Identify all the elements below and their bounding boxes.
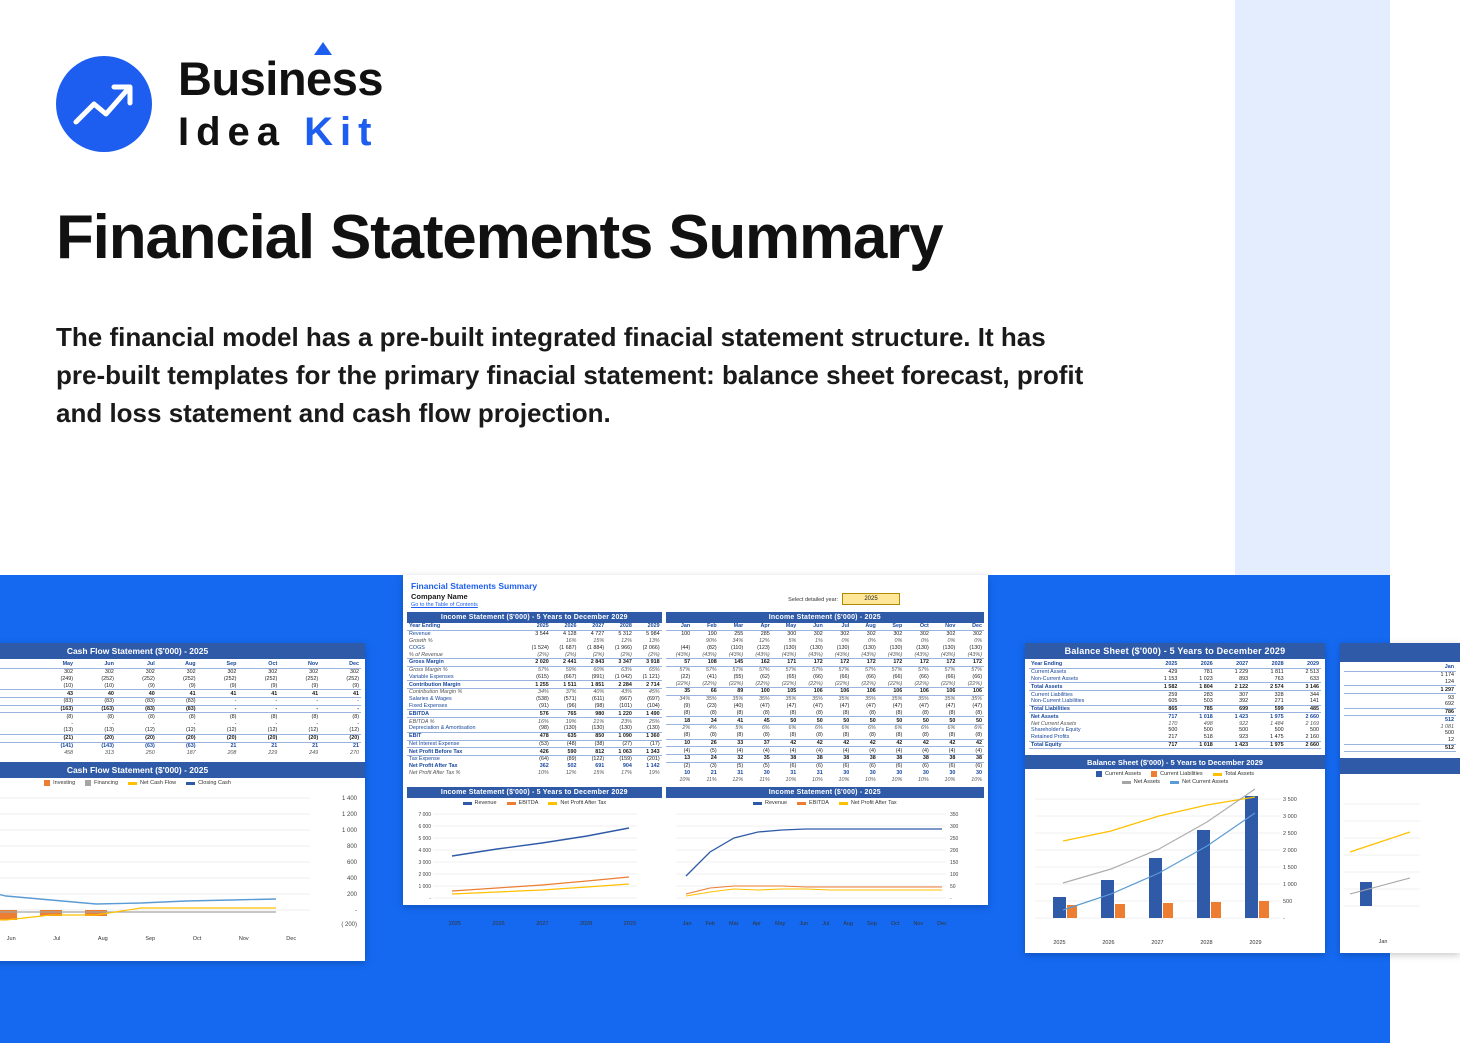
income-statement-monthly-title: Income Statement ($'000) - 2025 — [666, 612, 984, 623]
svg-text:3 500: 3 500 — [1283, 797, 1297, 804]
svg-text:1 400: 1 400 — [341, 796, 357, 803]
svg-text:600: 600 — [346, 860, 357, 867]
table-row: Net Profit After Tax % 10% 12% 15% 17% 19% — [409, 770, 660, 777]
table-row: Shareholder's Equity 500 500 500 500 500 — [1031, 727, 1319, 734]
table-row: Net Profit After Tax 362 502 691 904 1 142 — [409, 763, 660, 770]
table-row: (249) (252) (252) (252) (252) (252) (252) (252) — [60, 675, 359, 682]
table-row: (44) (82) (110) (123) (130) (130) (130) (130) (130) (130) (130) (130) — [680, 644, 982, 651]
table-row: Growth % 16% 15% 12% 13% — [409, 637, 660, 644]
table-row: 500 — [1445, 730, 1454, 737]
cash-flow-chart-xaxis: Jun Jul Aug Sep Oct Nov Dec — [6, 936, 297, 943]
income-monthly-chart-legend: Revenue EBITDA Net Profit After Tax — [666, 798, 984, 806]
income-monthly-chart-xaxis: Jan Feb Mar Apr May Jun Jul Aug Sep Oct Nov Dec — [682, 921, 947, 928]
cash-flow-table — [0, 661, 361, 756]
brand-logo — [56, 52, 383, 154]
table-row: (9) (23) (40) (47) (47) (47) (47) (47) (47) (47) (47) (47) — [683, 702, 982, 709]
cash-flow-chart-title: Cash Flow Statement ($'000) - 2025 — [0, 762, 365, 778]
table-row: (8) (8) (8) (8) (8) (8) (8) (8) (8) (8) (8) (8) — [683, 732, 982, 739]
table-row: Non-Current Assets 1 153 1 023 893 763 633 — [1031, 675, 1319, 682]
brand-idea-text: Idea — [178, 110, 287, 154]
table-row: (163) (163) (83) (83) - - - - — [0, 705, 361, 713]
svg-text:1 000: 1 000 — [341, 828, 357, 835]
table-row: 35 66 89 100 105 106 106 106 106 106 106 106 — [666, 688, 984, 696]
balance-sheet-monthly-chart — [1340, 774, 1460, 939]
svg-text:2 000: 2 000 — [418, 872, 431, 879]
svg-text:4 000: 4 000 — [418, 848, 431, 855]
svg-text:50: 50 — [949, 884, 956, 891]
summary-title: Financial Statements Summary — [411, 581, 538, 591]
table-row: (8) (8) (8) (8) (8) (8) (8) (8) — [66, 713, 359, 720]
table-row: (2) (3) (5) (5) (6) (6) (6) (6) (6) (6) (6) (6) — [683, 763, 982, 770]
table-row: 302 302 302 302 302 302 302 302 — [64, 669, 359, 676]
brand-kit-text: Kit — [304, 110, 379, 154]
table-row: Revenue 3 544 4 128 4 727 5 312 5 984 — [409, 631, 660, 638]
svg-text:150: 150 — [949, 860, 959, 867]
table-row: 43 40 40 41 41 41 41 41 — [0, 690, 361, 698]
table-row: - - - - - - - - — [71, 720, 359, 727]
brand-name-line2 — [178, 112, 383, 152]
brand-name-text: Business — [178, 52, 383, 105]
income-5y-chart-title: Income Statement ($'000) - 5 Years to December 2029 — [407, 787, 662, 798]
balance-sheet-monthly-xaxis: Jan — [1378, 939, 1388, 946]
table-row: Net Profit Before Tax 426 590 812 1 063 1 343 — [409, 748, 660, 755]
table-row: 18 34 41 45 50 50 50 50 50 50 50 50 — [666, 717, 984, 725]
table-row: Contribution Margin % 34% 37% 40% 43% 45% — [409, 689, 660, 696]
table-row: % of Revenue (2%) (2%) (2%) (2%) (2%) — [409, 651, 660, 658]
table-row: Total Liabilities 865 785 699 599 485 — [1031, 706, 1319, 713]
table-row: Current Assets 429 781 1 229 1 811 2 513 — [1031, 669, 1319, 676]
table-row: Fixed Expenses (91) (96) (98) (101) (104) — [409, 702, 660, 709]
svg-text:2 500: 2 500 — [1283, 831, 1297, 838]
svg-text:200: 200 — [346, 892, 357, 899]
table-header-row: Year Ending 2025 2026 2027 2028 2029 — [409, 623, 660, 630]
table-row: Gross Margin 2 020 2 441 2 843 3 347 3 918 — [409, 659, 660, 666]
table-of-contents-link[interactable]: Go to the Table of Contents — [411, 602, 478, 608]
svg-text:1 000: 1 000 — [418, 884, 431, 891]
summary-company-name: Company Name — [411, 592, 468, 601]
table-row: Current Liabilities 259 283 307 328 344 — [1031, 691, 1319, 698]
income-statement-5y-table — [407, 623, 662, 776]
balance-sheet-monthly-preview[interactable] — [1340, 643, 1460, 953]
table-row: (43%) (43%) (43%) (43%) (43%) (43%) (43%) (43%) (43%) (43%) (43%) (43%) — [675, 651, 982, 658]
table-row: (141) (143) (63) (63) 21 21 21 21 — [60, 742, 359, 749]
svg-text:250: 250 — [949, 836, 959, 843]
balance-sheet-chart — [1025, 785, 1325, 940]
income-monthly-chart — [666, 806, 984, 921]
table-header-row: May Jun Jul Aug Sep Oct Nov Dec — [0, 661, 361, 668]
legend-label: Net Cash Flow — [140, 780, 177, 787]
balance-sheet-table — [1029, 661, 1321, 749]
cash-flow-chart-legend — [0, 778, 365, 786]
balance-sheet-table-title: Balance Sheet ($'000) - 5 Years to December 2029 — [1025, 643, 1325, 659]
table-row: Contribution Margin 1 255 1 511 1 851 2 284 2 714 — [409, 681, 660, 688]
cash-flow-sheet-preview[interactable] — [0, 643, 365, 961]
table-row: Salaries & Wages (538) (571) (611) (667) (697) — [409, 696, 660, 703]
svg-text:-: - — [949, 896, 952, 903]
svg-text:-: - — [355, 908, 357, 915]
svg-text:500: 500 — [1283, 899, 1293, 906]
svg-text:( 200): ( 200) — [341, 922, 357, 929]
table-header-row: Year Ending 2025 2026 2027 2028 2029 — [1031, 661, 1319, 668]
table-row: 512 — [1445, 716, 1454, 723]
svg-text:-: - — [429, 896, 431, 903]
table-row: (10) (10) (9) (9) (9) (9) (9) (9) — [63, 682, 359, 689]
svg-text:7 000: 7 000 — [418, 812, 431, 819]
table-row: Net Current Assets 170 498 922 1 484 2 169 — [1031, 720, 1319, 727]
balance-sheet-chart-title: Balance Sheet ($'000) - 5 Years to December 2029 — [1025, 755, 1325, 769]
year-selector-label: Select detailed year: — [788, 597, 838, 603]
table-row: 57 108 145 162 171 172 172 172 172 172 172 172 — [666, 658, 984, 666]
table-row: 2% 4% 5% 6% 6% 6% 6% 6% 6% 6% 6% 6% — [682, 725, 982, 732]
table-row: (22%) (22%) (22%) (22%) (22%) (22%) (22%) (22%) (22%) (22%) (22%) (22%) — [675, 680, 982, 687]
table-row: 34% 35% 35% 35% 35% 35% 35% 35% 35% 35% 35% 35% — [679, 696, 982, 703]
table-row: (13) (13) (12) (12) (12) (12) (12) (12) — [63, 727, 359, 734]
upward-trend-arrow-icon — [56, 56, 152, 152]
balance-sheet-chart-legend: Current Assets Current Liabilities Total Assets — [1025, 769, 1325, 777]
table-row: (21) (20) (20) (20) (20) (20) (20) (20) — [0, 734, 361, 742]
table-row: 93 — [1448, 694, 1454, 701]
table-row: 12 — [1448, 737, 1454, 744]
svg-text:-: - — [1283, 916, 1285, 923]
table-row: 512 — [1344, 744, 1456, 752]
table-row: Variable Expenses (615) (667) (991) (1 042) (1 121) — [409, 673, 660, 680]
page-description: The financial model has a pre-built integrated finacial statement structure. It has pre-built templates for the primary finacial statement: balance sheet forecast, profit and loss statement and cash flow projection. — [56, 322, 1084, 429]
svg-text:400: 400 — [346, 876, 357, 883]
income-5y-chart-legend: Revenue EBITDA Net Profit After Tax — [407, 798, 662, 806]
legend-label: Closing Cash — [198, 780, 231, 787]
brand-caret-accent — [314, 42, 332, 55]
svg-text:300: 300 — [949, 824, 959, 831]
table-header-row: Jan — [1344, 664, 1456, 671]
table-row: (8) (8) (8) (8) (8) (8) (8) (8) (8) (8) (8) (8) — [683, 709, 982, 716]
table-row: Total Assets 1 582 1 804 2 122 2 574 3 146 — [1031, 683, 1319, 690]
table-row: EBIT 478 635 850 1 090 1 360 — [409, 733, 660, 740]
legend-label: Financing — [94, 780, 119, 787]
table-row: 1 081 — [1440, 723, 1454, 730]
svg-text:350: 350 — [949, 812, 959, 819]
balance-sheet-preview[interactable] — [1025, 643, 1325, 953]
table-row: Retained Profits 217 518 923 1 475 2 160 — [1031, 734, 1319, 741]
cash-flow-table-title: Cash Flow Statement ($'000) - 2025 — [0, 643, 365, 659]
table-row: 13 24 32 35 38 38 38 38 38 38 38 38 — [666, 755, 984, 763]
table-row: 57% 57% 57% 57% 57% 57% 57% 57% 57% 57% 57% 57% — [679, 667, 982, 674]
income-monthly-chart-title: Income Statement ($'000) - 2025 — [666, 787, 984, 798]
screenshots-band — [0, 575, 1454, 1043]
balance-sheet-chart-legend-2: Net Assets Net Current Assets — [1025, 777, 1325, 785]
table-row: 458 313 250 187 208 229 249 270 — [64, 749, 359, 756]
table-row: 90% 34% 12% 5% 1% 0% 0% 0% 0% 0% 0% — [705, 637, 982, 644]
table-row: 10 26 33 37 42 42 42 42 42 42 42 42 — [666, 739, 984, 747]
table-row: EBITDA % 16% 19% 21% 23% 25% — [409, 718, 660, 725]
svg-text:3 000: 3 000 — [418, 860, 431, 867]
financial-summary-sheet-preview[interactable] — [403, 575, 988, 928]
table-header-row: Jan Feb Mar Apr May Jun Jul Aug Sep Oct Nov Dec — [666, 623, 984, 630]
table-row: 1 174 — [1440, 672, 1454, 679]
table-row: (4) (5) (4) (4) (4) (4) (4) (4) (4) (4) (4) (4) — [683, 747, 982, 754]
table-row: 124 — [1445, 678, 1454, 685]
svg-text:3 000: 3 000 — [1283, 814, 1297, 821]
year-selector-input[interactable]: 2025 — [842, 593, 900, 605]
table-row: Gross Margin % 57% 59% 60% 63% 65% — [409, 667, 660, 674]
table-row: 100 190 255 285 300 302 302 302 302 302 302 302 — [681, 631, 982, 638]
table-row: Net Interest Expense (53) (48) (38) (27) (17) — [409, 740, 660, 747]
table-row: (83) (83) (83) (83) - - - - — [63, 698, 359, 705]
table-row: Total Equity 717 1 018 1 423 1 975 2 660 — [1031, 741, 1319, 748]
table-row: 10% 11% 12% 11% 10% 10% 10% 10% 10% 10% 10% 10% — [679, 776, 982, 783]
svg-text:5 000: 5 000 — [418, 836, 431, 843]
hero-right-accent-panel — [1235, 0, 1390, 575]
svg-text:200: 200 — [949, 848, 959, 855]
table-row: Depreciation & Amortisation (98) (130) (130) (130) (130) — [409, 725, 660, 732]
table-row: 10 21 31 30 31 31 30 30 30 30 30 30 — [684, 770, 982, 777]
table-row: 1 297 — [1344, 686, 1456, 694]
table-row: Non-Current Liabilities 605 503 392 271 141 — [1031, 698, 1319, 705]
income-statement-monthly-table — [666, 623, 984, 783]
svg-text:800: 800 — [346, 844, 357, 851]
table-row: COGS (1 524) (1 687) (1 884) (1 966) (2 066) — [409, 644, 660, 651]
table-row: Tax Expense (64) (89) (122) (159) (201) — [409, 756, 660, 763]
svg-text:100: 100 — [949, 872, 959, 879]
table-row: 786 — [1344, 708, 1456, 716]
table-row: EBITDA 576 765 980 1 220 1 490 — [409, 710, 660, 717]
table-row: Net Assets 717 1 018 1 423 1 975 2 660 — [1031, 713, 1319, 720]
svg-text:2 000: 2 000 — [1283, 848, 1297, 855]
svg-text:1 500: 1 500 — [1283, 865, 1297, 872]
table-row: 692 — [1445, 701, 1454, 708]
income-statement-5y-title: Income Statement ($'000) - 5 Years to December 2029 — [407, 612, 662, 623]
balance-sheet-chart-xaxis: 2025 2026 2027 2028 2029 — [1053, 940, 1262, 947]
brand-name-line1 — [178, 52, 383, 105]
page-title: Financial Statements Summary — [56, 203, 943, 272]
svg-text:1 200: 1 200 — [341, 812, 357, 819]
cash-flow-chart — [0, 786, 365, 936]
table-row: (22) (41) (55) (62) (65) (66) (66) (66) (66) (66) (66) (66) — [680, 673, 982, 680]
svg-text:1 000: 1 000 — [1283, 882, 1297, 889]
income-5y-chart-xaxis: 2025 2026 2027 2028 2029 — [448, 921, 636, 928]
balance-sheet-monthly-table — [1344, 664, 1456, 752]
svg-text:6 000: 6 000 — [418, 824, 431, 831]
income-5y-chart — [407, 806, 662, 921]
legend-label: Investing — [53, 780, 76, 787]
